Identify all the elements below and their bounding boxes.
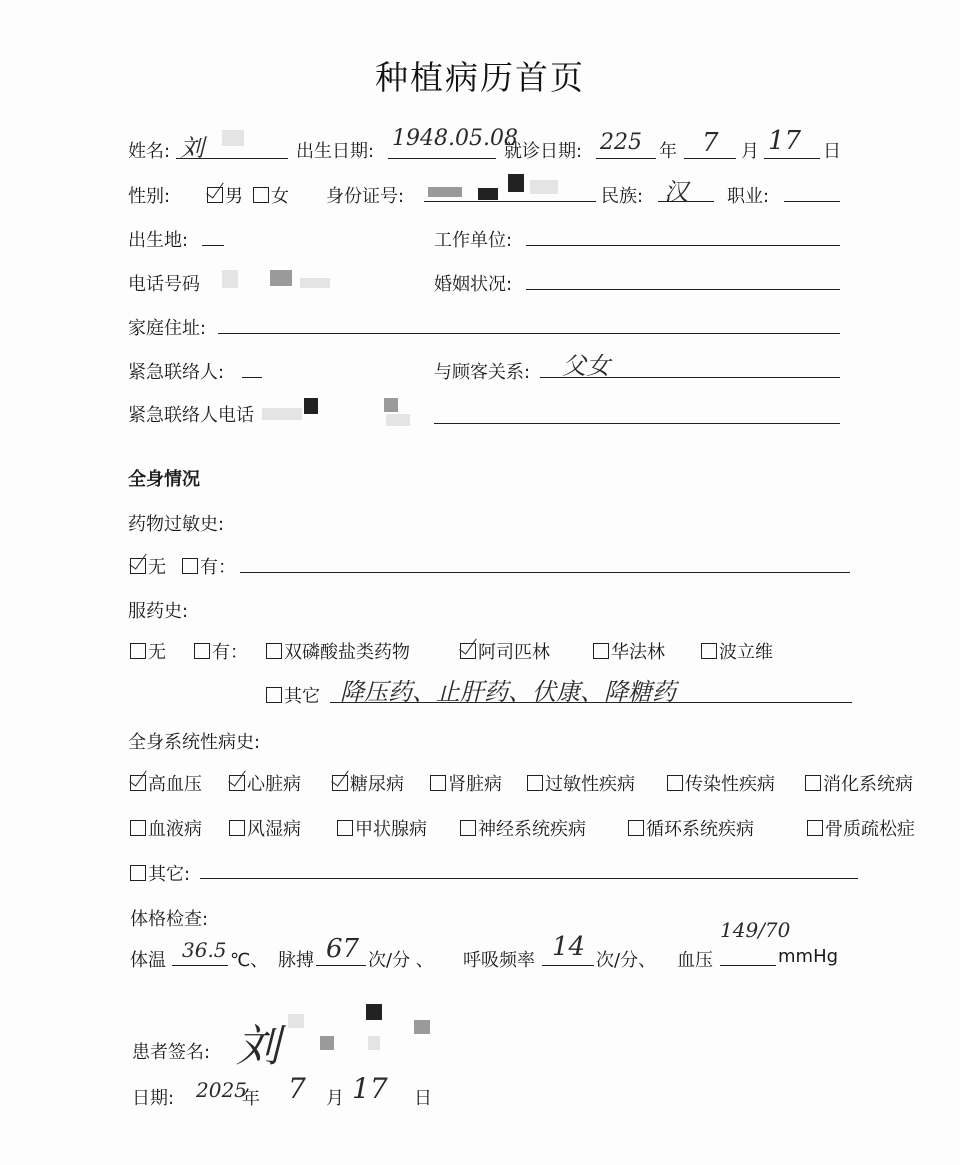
- sign-day-handwriting: 17: [352, 1072, 388, 1105]
- medication-other-underline: [330, 702, 852, 703]
- visit-day-underline: [764, 158, 820, 159]
- birthplace-label: 出生地:: [128, 230, 189, 251]
- pulse-underline: [316, 965, 366, 966]
- redaction-block: [222, 270, 238, 288]
- systemic-option-osteoporosis: 骨质疏松症: [807, 815, 915, 841]
- resp-underline: [542, 965, 594, 966]
- visit-month-handwriting: 7: [702, 128, 719, 158]
- redaction-block: [414, 1020, 430, 1034]
- systemic-other-underline: [200, 878, 858, 879]
- id-label: 身份证号:: [326, 186, 405, 207]
- name-underline: [176, 158, 288, 159]
- pulse-handwriting: 67: [326, 934, 360, 964]
- heart-disease-checkbox[interactable]: [229, 775, 245, 791]
- medication-label: 服药史:: [128, 601, 189, 622]
- birth-handwriting: 1948.05.08: [392, 126, 518, 151]
- visit-month-unit: 月: [741, 141, 759, 162]
- systemic-option-diabetes: 糖尿病: [332, 770, 404, 796]
- medication-option-yes: 有：: [194, 638, 248, 664]
- gender-female-checkbox[interactable]: [253, 187, 269, 203]
- visit-year-underline: [596, 158, 656, 159]
- visit-label: 就诊日期:: [504, 141, 583, 162]
- redaction-block: [222, 130, 244, 146]
- gender-male-checkbox[interactable]: [207, 187, 223, 203]
- resp-label: 呼吸频率: [463, 950, 535, 971]
- medication-plavix-checkbox[interactable]: [701, 643, 717, 659]
- address-label: 家庭住址:: [128, 318, 207, 339]
- allergy-label: 药物过敏史:: [128, 514, 225, 535]
- phone-label: 电话号码: [128, 274, 200, 295]
- redaction-block: [320, 1036, 334, 1050]
- infectious-disease-checkbox[interactable]: [667, 775, 683, 791]
- redaction-block: [530, 180, 558, 194]
- signature-handwriting: 刘: [236, 1021, 280, 1072]
- medication-option-plavix: 波立维: [701, 638, 773, 664]
- thyroid-disease-checkbox[interactable]: [337, 820, 353, 836]
- systemic-option-blood: 血液病: [130, 815, 202, 841]
- gender-option-male: 男: [207, 182, 243, 208]
- relation-underline: [540, 377, 840, 378]
- gender-label: 性别:: [128, 186, 171, 207]
- bp-unit: mmHg: [778, 946, 839, 967]
- systemic-option-thyroid: 甲状腺病: [337, 815, 427, 841]
- bp-underline: [720, 965, 776, 966]
- work-label: 工作单位:: [434, 230, 513, 251]
- digestive-disease-checkbox[interactable]: [805, 775, 821, 791]
- systemic-option-circulatory: 循环系统疾病: [628, 815, 754, 841]
- medication-none-checkbox[interactable]: [130, 643, 146, 659]
- exam-label: 体格检查:: [130, 909, 209, 930]
- ethnic-label: 民族:: [601, 186, 644, 207]
- medication-bisphosphonate-checkbox[interactable]: [266, 643, 282, 659]
- redaction-block: [300, 278, 330, 288]
- hypertension-checkbox[interactable]: [130, 775, 146, 791]
- visit-year-handwriting: 225: [600, 130, 642, 155]
- blood-disease-checkbox[interactable]: [130, 820, 146, 836]
- diabetes-checkbox[interactable]: [332, 775, 348, 791]
- redaction-block: [386, 414, 410, 426]
- ethnic-underline: [658, 201, 714, 202]
- marriage-underline: [526, 289, 840, 290]
- medication-aspirin-checkbox[interactable]: [460, 643, 476, 659]
- name-label: 姓名:: [128, 141, 171, 162]
- id-underline: [424, 201, 596, 202]
- temp-label: 体温: [130, 950, 166, 971]
- systemic-option-nervous: 神经系统疾病: [460, 815, 586, 841]
- emergency-label: 紧急联络人:: [128, 362, 225, 383]
- medication-option-none: 无: [130, 638, 166, 664]
- allergy-none-checkbox[interactable]: [130, 558, 146, 574]
- job-underline: [784, 201, 840, 202]
- pulse-label: 脉搏: [278, 950, 314, 971]
- medication-warfarin-checkbox[interactable]: [593, 643, 609, 659]
- emergency-underline: [242, 377, 262, 378]
- resp-handwriting: 14: [552, 932, 586, 962]
- visit-day-handwriting: 17: [768, 126, 802, 156]
- medication-option-other: 其它: [266, 682, 320, 708]
- medication-option-warfarin: 华法林: [593, 638, 665, 664]
- sign-year-handwriting: 2025: [196, 1078, 247, 1102]
- medication-option-bisphosphonate: 双磷酸盐类药物: [266, 638, 410, 664]
- systemic-option-hypertension: 高血压: [130, 770, 202, 796]
- redaction-block: [288, 1014, 304, 1028]
- sign-month-handwriting: 7: [288, 1072, 306, 1105]
- systemic-option-rheumatism: 风湿病: [229, 815, 301, 841]
- rheumatism-checkbox[interactable]: [229, 820, 245, 836]
- osteoporosis-checkbox[interactable]: [807, 820, 823, 836]
- allergy-yes-checkbox[interactable]: [182, 558, 198, 574]
- visit-year-unit: 年: [659, 141, 677, 162]
- allergy-option-yes: 有：: [182, 553, 236, 579]
- systemic-other-checkbox[interactable]: [130, 865, 146, 881]
- sign-date-label: 日期:: [132, 1088, 175, 1109]
- gender-option-female: 女: [253, 182, 289, 208]
- sign-day-unit: 日: [414, 1088, 432, 1109]
- temp-underline: [172, 965, 228, 966]
- systemic-option-infectious: 传染性疾病: [667, 770, 775, 796]
- medication-option-aspirin: 阿司匹林: [460, 638, 550, 664]
- relation-handwriting: 父女: [562, 352, 610, 380]
- medication-other-handwriting: 降压药、止肝药、伏康、降糖药: [340, 678, 676, 706]
- nervous-disease-checkbox[interactable]: [460, 820, 476, 836]
- systemic-label: 全身系统性病史:: [128, 732, 261, 753]
- redaction-block: [478, 188, 498, 200]
- kidney-disease-checkbox[interactable]: [430, 775, 446, 791]
- allergy-underline: [240, 572, 850, 573]
- sign-year-unit: 年: [242, 1088, 260, 1109]
- redaction-block: [368, 1036, 380, 1050]
- page-title: 种植病历首页: [375, 58, 585, 97]
- relation-label: 与顾客关系:: [434, 362, 531, 383]
- redaction-block: [366, 1004, 382, 1020]
- systemic-option-allergy: 过敏性疾病: [527, 770, 635, 796]
- signature-label: 患者签名:: [132, 1042, 211, 1063]
- systemic-option-other: 其它:: [130, 860, 190, 886]
- redaction-block: [262, 408, 302, 420]
- birth-label: 出生日期:: [296, 141, 375, 162]
- sign-month-unit: 月: [326, 1088, 344, 1109]
- allergy-option-none: 无: [130, 553, 166, 579]
- ethnic-handwriting: 汉: [664, 178, 688, 206]
- temp-handwriting: 36.5: [182, 938, 227, 962]
- temp-unit: ℃、: [230, 950, 269, 971]
- bp-label: 血压: [677, 950, 713, 971]
- emergency-phone-label: 紧急联络人电话: [128, 405, 254, 426]
- pulse-unit: 次/分 、: [368, 950, 434, 971]
- redaction-block: [304, 398, 318, 414]
- resp-unit: 次/分、: [596, 950, 657, 971]
- allergic-disease-checkbox[interactable]: [527, 775, 543, 791]
- birthplace-underline: [202, 245, 224, 246]
- circulatory-disease-checkbox[interactable]: [628, 820, 644, 836]
- bp-handwriting: 149/70: [720, 918, 791, 942]
- job-label: 职业:: [727, 186, 770, 207]
- visit-month-underline: [684, 158, 736, 159]
- section-title: 全身情况: [128, 469, 200, 490]
- medication-yes-checkbox[interactable]: [194, 643, 210, 659]
- marriage-label: 婚姻状况:: [434, 274, 513, 295]
- work-underline: [526, 245, 840, 246]
- redaction-block: [270, 270, 292, 286]
- redaction-block: [384, 398, 398, 412]
- birth-underline: [388, 158, 496, 159]
- emergency-phone-underline: [434, 423, 840, 424]
- redaction-block: [428, 187, 462, 197]
- visit-day-unit: 日: [823, 141, 841, 162]
- systemic-option-kidney: 肾脏病: [430, 770, 502, 796]
- address-underline: [218, 333, 840, 334]
- systemic-option-digestive: 消化系统病: [805, 770, 913, 796]
- name-handwriting: 刘: [180, 134, 204, 162]
- systemic-option-heart: 心脏病: [229, 770, 301, 796]
- medication-other-checkbox[interactable]: [266, 687, 282, 703]
- redaction-block: [508, 174, 524, 192]
